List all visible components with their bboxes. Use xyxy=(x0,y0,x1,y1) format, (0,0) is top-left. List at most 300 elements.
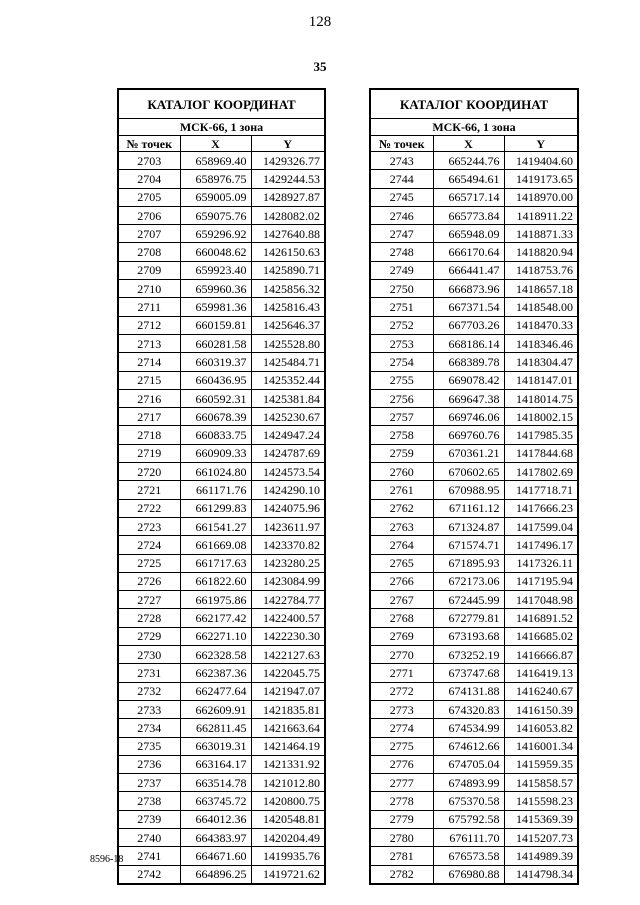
point-number-cell: 2703 xyxy=(118,152,180,170)
x-coordinate-cell: 674320.83 xyxy=(433,700,504,718)
point-number-cell: 2731 xyxy=(118,664,180,682)
y-coordinate-cell: 1425528.80 xyxy=(251,334,325,352)
x-coordinate-cell: 665244.76 xyxy=(433,152,504,170)
coordinate-table-left xyxy=(117,88,326,885)
x-coordinate-cell: 662811.45 xyxy=(180,719,251,737)
point-number-cell: 2718 xyxy=(118,426,180,444)
table-row xyxy=(370,499,578,517)
x-coordinate-cell: 671324.87 xyxy=(433,517,504,535)
y-coordinate-cell: 1426150.63 xyxy=(251,243,325,261)
y-coordinate-cell: 1425484.71 xyxy=(251,353,325,371)
y-coordinate-cell: 1425352.44 xyxy=(251,371,325,389)
table-row xyxy=(118,719,325,737)
x-coordinate-cell: 661669.08 xyxy=(180,536,251,554)
table-row xyxy=(370,700,578,718)
table-row xyxy=(118,463,325,481)
x-coordinate-cell: 663745.72 xyxy=(180,792,251,810)
x-coordinate-cell: 672445.99 xyxy=(433,591,504,609)
y-coordinate-cell: 1416666.87 xyxy=(504,646,578,664)
point-number-cell: 2775 xyxy=(370,737,433,755)
y-coordinate-cell: 1415207.73 xyxy=(504,828,578,846)
point-number-cell: 2720 xyxy=(118,463,180,481)
table-row xyxy=(370,517,578,535)
y-coordinate-cell: 1417326.11 xyxy=(504,554,578,572)
y-coordinate-cell: 1417195.94 xyxy=(504,572,578,590)
y-coordinate-cell: 1419935.76 xyxy=(251,847,325,865)
table-row xyxy=(118,792,325,810)
point-number-cell: 2771 xyxy=(370,664,433,682)
table-row xyxy=(370,298,578,316)
point-number-cell: 2714 xyxy=(118,353,180,371)
point-number-cell: 2767 xyxy=(370,591,433,609)
table-row xyxy=(370,334,578,352)
point-number-cell: 2747 xyxy=(370,225,433,243)
table-row xyxy=(370,536,578,554)
y-coordinate-cell: 1417496.17 xyxy=(504,536,578,554)
x-coordinate-cell: 661822.60 xyxy=(180,572,251,590)
y-coordinate-cell: 1421663.64 xyxy=(251,719,325,737)
table-row xyxy=(118,682,325,700)
table-row xyxy=(118,170,325,188)
table-row xyxy=(370,152,578,170)
table-row xyxy=(118,426,325,444)
point-number-cell: 2750 xyxy=(370,280,433,298)
column-header-x: X xyxy=(180,136,251,152)
x-coordinate-cell: 666441.47 xyxy=(433,261,504,279)
table-row xyxy=(118,700,325,718)
coordinate-system-label: МСК-66, 1 зона xyxy=(118,119,325,136)
y-coordinate-cell: 1414798.34 xyxy=(504,865,578,884)
x-coordinate-cell: 673252.19 xyxy=(433,646,504,664)
point-number-cell: 2704 xyxy=(118,170,180,188)
x-coordinate-cell: 661299.83 xyxy=(180,499,251,517)
x-coordinate-cell: 669746.06 xyxy=(433,408,504,426)
point-number-cell: 2758 xyxy=(370,426,433,444)
point-number-cell: 2723 xyxy=(118,517,180,535)
x-coordinate-cell: 675792.58 xyxy=(433,810,504,828)
table-title: КАТАЛОГ КООРДИНАТ xyxy=(118,89,325,119)
table-row xyxy=(118,481,325,499)
x-coordinate-cell: 659923.40 xyxy=(180,261,251,279)
y-coordinate-cell: 1429326.77 xyxy=(251,152,325,170)
table-row xyxy=(118,737,325,755)
table-row xyxy=(370,755,578,773)
y-coordinate-cell: 1424787.69 xyxy=(251,444,325,462)
x-coordinate-cell: 670602.65 xyxy=(433,463,504,481)
point-number-cell: 2768 xyxy=(370,609,433,627)
x-coordinate-cell: 658969.40 xyxy=(180,152,251,170)
x-coordinate-cell: 660833.75 xyxy=(180,426,251,444)
x-coordinate-cell: 676111.70 xyxy=(433,828,504,846)
x-coordinate-cell: 675370.58 xyxy=(433,792,504,810)
x-coordinate-cell: 669760.76 xyxy=(433,426,504,444)
table-row xyxy=(370,243,578,261)
point-number-cell: 2764 xyxy=(370,536,433,554)
table-row xyxy=(118,774,325,792)
column-header-y: Y xyxy=(504,136,578,152)
y-coordinate-cell: 1417048.98 xyxy=(504,591,578,609)
column-header-y: Y xyxy=(251,136,325,152)
point-number-cell: 2724 xyxy=(118,536,180,554)
table-row xyxy=(118,225,325,243)
table-row xyxy=(118,591,325,609)
point-number-cell: 2721 xyxy=(118,481,180,499)
y-coordinate-cell: 1417599.04 xyxy=(504,517,578,535)
table-row xyxy=(370,481,578,499)
point-number-cell: 2770 xyxy=(370,646,433,664)
table-row xyxy=(118,389,325,407)
table-row xyxy=(118,334,325,352)
table-row xyxy=(118,280,325,298)
point-number-cell: 2755 xyxy=(370,371,433,389)
table-row xyxy=(118,353,325,371)
point-number-cell: 2776 xyxy=(370,755,433,773)
table-row xyxy=(370,408,578,426)
x-coordinate-cell: 662271.10 xyxy=(180,627,251,645)
y-coordinate-cell: 1418820.94 xyxy=(504,243,578,261)
point-number-cell: 2715 xyxy=(118,371,180,389)
table-row xyxy=(370,389,578,407)
x-coordinate-cell: 664383.97 xyxy=(180,828,251,846)
y-coordinate-cell: 1417985.35 xyxy=(504,426,578,444)
point-number-cell: 2773 xyxy=(370,700,433,718)
point-number-cell: 2712 xyxy=(118,316,180,334)
y-coordinate-cell: 1421947.07 xyxy=(251,682,325,700)
table-row xyxy=(118,408,325,426)
table-row xyxy=(370,426,578,444)
y-coordinate-cell: 1417666.23 xyxy=(504,499,578,517)
point-number-cell: 2734 xyxy=(118,719,180,737)
y-coordinate-cell: 1418970.00 xyxy=(504,188,578,206)
y-coordinate-cell: 1418871.33 xyxy=(504,225,578,243)
x-coordinate-cell: 667371.54 xyxy=(433,298,504,316)
x-coordinate-cell: 659075.76 xyxy=(180,206,251,224)
x-coordinate-cell: 661717.63 xyxy=(180,554,251,572)
y-coordinate-cell: 1422045.75 xyxy=(251,664,325,682)
x-coordinate-cell: 668186.14 xyxy=(433,334,504,352)
table-row xyxy=(370,810,578,828)
y-coordinate-cell: 1416685.02 xyxy=(504,627,578,645)
x-coordinate-cell: 671895.93 xyxy=(433,554,504,572)
point-number-cell: 2765 xyxy=(370,554,433,572)
point-number-cell: 2778 xyxy=(370,792,433,810)
point-number-cell: 2735 xyxy=(118,737,180,755)
x-coordinate-cell: 660048.62 xyxy=(180,243,251,261)
point-number-cell: 2769 xyxy=(370,627,433,645)
x-coordinate-cell: 671161.12 xyxy=(433,499,504,517)
y-coordinate-cell: 1423280.25 xyxy=(251,554,325,572)
point-number-cell: 2717 xyxy=(118,408,180,426)
point-number-cell: 2728 xyxy=(118,609,180,627)
point-number-cell: 2766 xyxy=(370,572,433,590)
table-row xyxy=(118,646,325,664)
table-row xyxy=(118,444,325,462)
point-number-cell: 2710 xyxy=(118,280,180,298)
x-coordinate-cell: 662477.64 xyxy=(180,682,251,700)
x-coordinate-cell: 670988.95 xyxy=(433,481,504,499)
y-coordinate-cell: 1424947.24 xyxy=(251,426,325,444)
y-coordinate-cell: 1425890.71 xyxy=(251,261,325,279)
table-row xyxy=(118,152,325,170)
point-number-cell: 2777 xyxy=(370,774,433,792)
y-coordinate-cell: 1417718.71 xyxy=(504,481,578,499)
point-number-cell: 2743 xyxy=(370,152,433,170)
table-row xyxy=(370,847,578,865)
x-coordinate-cell: 673747.68 xyxy=(433,664,504,682)
point-number-cell: 2711 xyxy=(118,298,180,316)
table-row xyxy=(370,664,578,682)
point-number-cell: 2708 xyxy=(118,243,180,261)
y-coordinate-cell: 1416053.82 xyxy=(504,719,578,737)
point-number-cell: 2719 xyxy=(118,444,180,462)
y-coordinate-cell: 1424573.54 xyxy=(251,463,325,481)
table-row xyxy=(118,664,325,682)
point-number-cell: 2756 xyxy=(370,389,433,407)
table-row xyxy=(370,627,578,645)
point-number-cell: 2706 xyxy=(118,206,180,224)
point-number-cell: 2753 xyxy=(370,334,433,352)
y-coordinate-cell: 1418657.18 xyxy=(504,280,578,298)
point-number-cell: 2741 xyxy=(118,847,180,865)
table-row xyxy=(370,591,578,609)
x-coordinate-cell: 659960.36 xyxy=(180,280,251,298)
x-coordinate-cell: 660319.37 xyxy=(180,353,251,371)
y-coordinate-cell: 1415598.23 xyxy=(504,792,578,810)
table-row xyxy=(118,316,325,334)
y-coordinate-cell: 1421012.80 xyxy=(251,774,325,792)
table-row xyxy=(118,371,325,389)
y-coordinate-cell: 1421835.81 xyxy=(251,700,325,718)
coordinate-system-label: МСК-66, 1 зона xyxy=(370,119,578,136)
y-coordinate-cell: 1415858.57 xyxy=(504,774,578,792)
table-row xyxy=(370,463,578,481)
y-coordinate-cell: 1418002.15 xyxy=(504,408,578,426)
table-row xyxy=(370,792,578,810)
point-number-cell: 2759 xyxy=(370,444,433,462)
x-coordinate-cell: 660678.39 xyxy=(180,408,251,426)
point-number-cell: 2762 xyxy=(370,499,433,517)
x-coordinate-cell: 674705.04 xyxy=(433,755,504,773)
table-row xyxy=(370,609,578,627)
x-coordinate-cell: 672779.81 xyxy=(433,609,504,627)
point-number-cell: 2744 xyxy=(370,170,433,188)
y-coordinate-cell: 1416891.52 xyxy=(504,609,578,627)
point-number-cell: 2722 xyxy=(118,499,180,517)
y-coordinate-cell: 1427640.88 xyxy=(251,225,325,243)
point-number-cell: 2760 xyxy=(370,463,433,481)
y-coordinate-cell: 1424075.96 xyxy=(251,499,325,517)
table-row xyxy=(370,261,578,279)
y-coordinate-cell: 1428082.02 xyxy=(251,206,325,224)
x-coordinate-cell: 665717.14 xyxy=(433,188,504,206)
table-row xyxy=(118,298,325,316)
x-coordinate-cell: 663019.31 xyxy=(180,737,251,755)
x-coordinate-cell: 672173.06 xyxy=(433,572,504,590)
table-row xyxy=(118,243,325,261)
point-number-cell: 2752 xyxy=(370,316,433,334)
table-row xyxy=(118,572,325,590)
x-coordinate-cell: 676573.58 xyxy=(433,847,504,865)
y-coordinate-cell: 1422230.30 xyxy=(251,627,325,645)
table-row xyxy=(370,572,578,590)
table-row xyxy=(370,170,578,188)
y-coordinate-cell: 1428927.87 xyxy=(251,188,325,206)
x-coordinate-cell: 665494.61 xyxy=(433,170,504,188)
table-row xyxy=(118,810,325,828)
y-coordinate-cell: 1421331.92 xyxy=(251,755,325,773)
table-row xyxy=(370,774,578,792)
x-coordinate-cell: 660436.95 xyxy=(180,371,251,389)
point-number-cell: 2726 xyxy=(118,572,180,590)
y-coordinate-cell: 1421464.19 xyxy=(251,737,325,755)
table-row xyxy=(118,188,325,206)
x-coordinate-cell: 660159.81 xyxy=(180,316,251,334)
y-coordinate-cell: 1422784.77 xyxy=(251,591,325,609)
y-coordinate-cell: 1418014.75 xyxy=(504,389,578,407)
x-coordinate-cell: 664671.60 xyxy=(180,847,251,865)
y-coordinate-cell: 1425816.43 xyxy=(251,298,325,316)
x-coordinate-cell: 674893.99 xyxy=(433,774,504,792)
point-number-cell: 2751 xyxy=(370,298,433,316)
x-coordinate-cell: 661541.27 xyxy=(180,517,251,535)
x-coordinate-cell: 666873.96 xyxy=(433,280,504,298)
table-row xyxy=(118,517,325,535)
x-coordinate-cell: 669078.42 xyxy=(433,371,504,389)
table-title: КАТАЛОГ КООРДИНАТ xyxy=(370,89,578,119)
x-coordinate-cell: 664896.25 xyxy=(180,865,251,884)
table-row xyxy=(118,499,325,517)
y-coordinate-cell: 1418304.47 xyxy=(504,353,578,371)
table-row xyxy=(118,847,325,865)
x-coordinate-cell: 661171.76 xyxy=(180,481,251,499)
x-coordinate-cell: 671574.71 xyxy=(433,536,504,554)
y-coordinate-cell: 1422400.57 xyxy=(251,609,325,627)
point-number-cell: 2761 xyxy=(370,481,433,499)
column-header-point: № точек xyxy=(370,136,433,152)
point-number-cell: 2730 xyxy=(118,646,180,664)
y-coordinate-cell: 1416001.34 xyxy=(504,737,578,755)
y-coordinate-cell: 1418753.76 xyxy=(504,261,578,279)
table-row xyxy=(118,536,325,554)
point-number-cell: 2782 xyxy=(370,865,433,884)
table-row xyxy=(118,554,325,572)
point-number-cell: 2781 xyxy=(370,847,433,865)
table-row xyxy=(370,682,578,700)
x-coordinate-cell: 660592.31 xyxy=(180,389,251,407)
y-coordinate-cell: 1420800.75 xyxy=(251,792,325,810)
table-row xyxy=(370,225,578,243)
y-coordinate-cell: 1415369.39 xyxy=(504,810,578,828)
document-number: 35 xyxy=(313,59,327,74)
y-coordinate-cell: 1418147.01 xyxy=(504,371,578,389)
table-row xyxy=(370,371,578,389)
x-coordinate-cell: 663164.17 xyxy=(180,755,251,773)
x-coordinate-cell: 661024.80 xyxy=(180,463,251,481)
y-coordinate-cell: 1424290.10 xyxy=(251,481,325,499)
point-number-cell: 2774 xyxy=(370,719,433,737)
point-number-cell: 2780 xyxy=(370,828,433,846)
x-coordinate-cell: 666170.64 xyxy=(433,243,504,261)
table-row xyxy=(370,646,578,664)
y-coordinate-cell: 1416240.67 xyxy=(504,682,578,700)
y-coordinate-cell: 1422127.63 xyxy=(251,646,325,664)
x-coordinate-cell: 667703.26 xyxy=(433,316,504,334)
y-coordinate-cell: 1418470.33 xyxy=(504,316,578,334)
x-coordinate-cell: 674534.99 xyxy=(433,719,504,737)
point-number-cell: 2736 xyxy=(118,755,180,773)
point-number-cell: 2732 xyxy=(118,682,180,700)
y-coordinate-cell: 1425856.32 xyxy=(251,280,325,298)
x-coordinate-cell: 662328.58 xyxy=(180,646,251,664)
point-number-cell: 2745 xyxy=(370,188,433,206)
point-number-cell: 2727 xyxy=(118,591,180,609)
y-coordinate-cell: 1425230.67 xyxy=(251,408,325,426)
point-number-cell: 2748 xyxy=(370,243,433,261)
x-coordinate-cell: 661975.86 xyxy=(180,591,251,609)
table-row xyxy=(118,206,325,224)
y-coordinate-cell: 1423084.99 xyxy=(251,572,325,590)
table-row xyxy=(370,554,578,572)
y-coordinate-cell: 1418346.46 xyxy=(504,334,578,352)
table-row xyxy=(118,865,325,884)
table-row xyxy=(370,828,578,846)
x-coordinate-cell: 665948.09 xyxy=(433,225,504,243)
y-coordinate-cell: 1429244.53 xyxy=(251,170,325,188)
point-number-cell: 2707 xyxy=(118,225,180,243)
x-coordinate-cell: 663514.78 xyxy=(180,774,251,792)
point-number-cell: 2733 xyxy=(118,700,180,718)
y-coordinate-cell: 1420204.49 xyxy=(251,828,325,846)
point-number-cell: 2725 xyxy=(118,554,180,572)
x-coordinate-cell: 674131.88 xyxy=(433,682,504,700)
point-number-cell: 2705 xyxy=(118,188,180,206)
x-coordinate-cell: 659005.09 xyxy=(180,188,251,206)
x-coordinate-cell: 664012.36 xyxy=(180,810,251,828)
point-number-cell: 2754 xyxy=(370,353,433,371)
table-row xyxy=(118,627,325,645)
x-coordinate-cell: 665773.84 xyxy=(433,206,504,224)
y-coordinate-cell: 1416419.13 xyxy=(504,664,578,682)
y-coordinate-cell: 1419404.60 xyxy=(504,152,578,170)
y-coordinate-cell: 1414989.39 xyxy=(504,847,578,865)
table-row xyxy=(118,755,325,773)
table-row xyxy=(370,737,578,755)
point-number-cell: 2740 xyxy=(118,828,180,846)
column-header-point: № точек xyxy=(118,136,180,152)
table-row xyxy=(118,609,325,627)
point-number-cell: 2779 xyxy=(370,810,433,828)
y-coordinate-cell: 1416150.39 xyxy=(504,700,578,718)
y-coordinate-cell: 1418911.22 xyxy=(504,206,578,224)
point-number-cell: 2737 xyxy=(118,774,180,792)
x-coordinate-cell: 676980.88 xyxy=(433,865,504,884)
point-number-cell: 2757 xyxy=(370,408,433,426)
y-coordinate-cell: 1425646.37 xyxy=(251,316,325,334)
x-coordinate-cell: 662387.36 xyxy=(180,664,251,682)
y-coordinate-cell: 1415959.35 xyxy=(504,755,578,773)
x-coordinate-cell: 662609.91 xyxy=(180,700,251,718)
point-number-cell: 2738 xyxy=(118,792,180,810)
table-row xyxy=(370,280,578,298)
x-coordinate-cell: 662177.42 xyxy=(180,609,251,627)
table-row xyxy=(370,353,578,371)
y-coordinate-cell: 1417844.68 xyxy=(504,444,578,462)
y-coordinate-cell: 1419721.62 xyxy=(251,865,325,884)
table-row xyxy=(370,206,578,224)
point-number-cell: 2739 xyxy=(118,810,180,828)
point-number-cell: 2772 xyxy=(370,682,433,700)
table-row xyxy=(118,261,325,279)
